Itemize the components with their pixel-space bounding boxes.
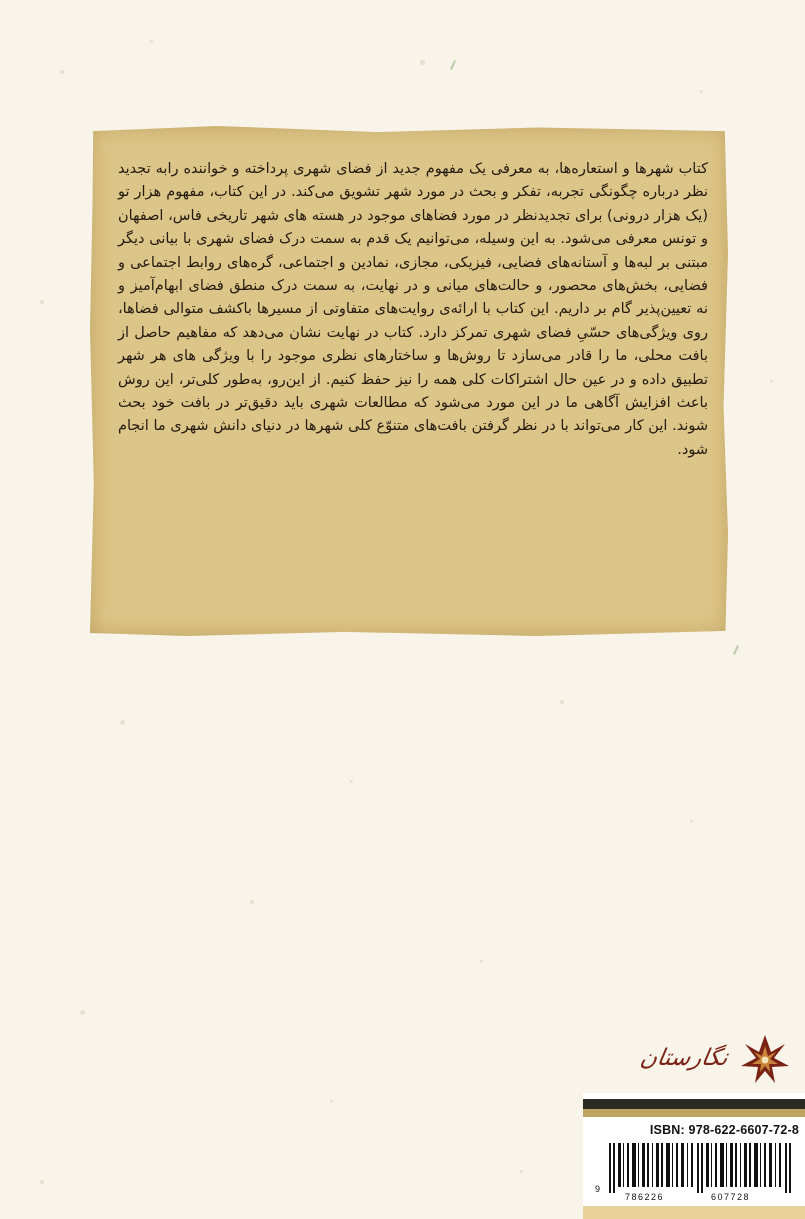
- barcode-right-digits: 607728: [711, 1192, 751, 1202]
- barcode: [609, 1143, 791, 1187]
- cover-edge: [583, 1206, 805, 1219]
- back-cover-blurb: کتاب شهرها و استعاره‌ها، به معرفی یک مفهوم جدید از فضای شهری پرداخته و خواننده رابه تجدید نظر درباره چگونگی تجربه، تفکر و بحث در مورد شهر تشویق می‌کند. در این کتاب، مفهوم هزار تو (یک هزار درونی) برای تجدیدنظر در مورد فضاهای موجود در هسته های شهر تاریخی فاس، اصفهان و تونس معرفی می‌شود. به این وسیله، می‌توانیم یک قدم به سمت درک فضای شهری با بیانی دیگر مبتنی بر لبه‌ها و آستانه‌های فضایی، فیزیکی، مجازی، نمادین و اجتماعی، گره‌های روابط اجتماعی و فضایی، بخش‌های محصور، و حالت‌های میانی و در نهایت، به سمت درک منطق فضای ابهام‌آمیز و نه تعیین‌پذیر گام بر داریم. این کتاب با ارائه‌ی روایت‌های متفاوتی از مسیرها باکشف متوالی فضاها، روی ویژگی‌های حسّیِ فضای شهری تمرکز دارد. کتاب در نهایت نشان می‌دهد که مفاهیم حاصل از بافت محلی، ما را قادر می‌سازد تا روش‌ها و ساختارهای نظری موجود را با ویژگی های هر شهر تطبیق داده و در عین حال اشتراکات کلی همه را نیز حفظ کنیم. از این‌رو، به‌طور کلی‌تر، این روش باعث افزایش آگاهی ما در این مورد می‌شود که مطالعات شهری باید دقیق‌تر در بافت خود بحث شوند. این کار می‌تواند با در نظر گرفتن بافت‌های متنوّع کلی شهرها در دنیای دانش شهری ما انجام شود.: [118, 161, 708, 458]
- divider-gold: [583, 1109, 805, 1117]
- publisher-logo: [625, 1020, 795, 1104]
- divider-dark: [583, 1099, 805, 1109]
- barcode-left-digits: 786226: [625, 1192, 665, 1202]
- star-flower-icon: [737, 1032, 793, 1088]
- isbn-label: ISBN: 978-622-6607-72-8: [649, 1123, 799, 1137]
- publisher-name: نگارستان: [638, 1045, 730, 1071]
- isbn-block: [583, 1093, 805, 1219]
- barcode-first-digit: 9: [595, 1184, 601, 1194]
